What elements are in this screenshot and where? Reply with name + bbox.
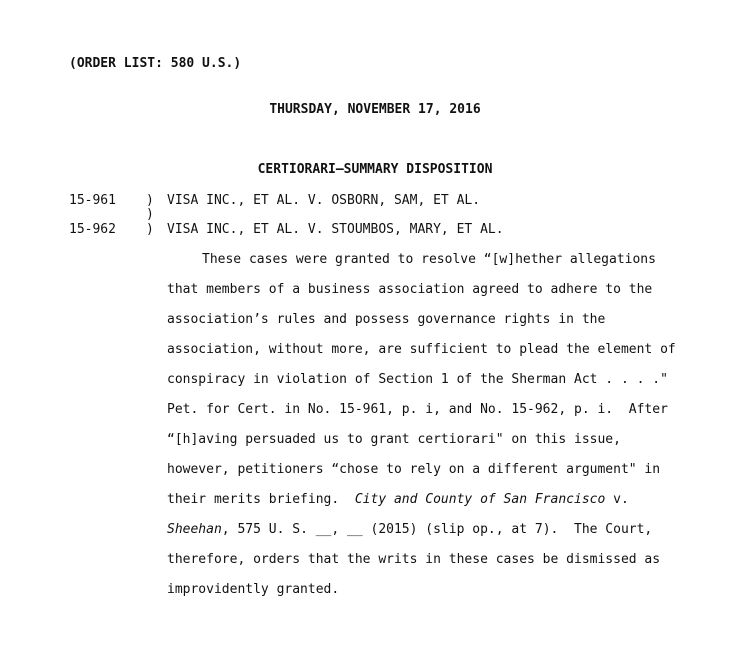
opinion-line: therefore, orders that the writs in these cases be dismissed as: [167, 552, 661, 567]
docket-number-1: 15-961: [69, 193, 116, 208]
order-list-title: (ORDER LIST: 580 U.S.): [69, 56, 242, 71]
opinion-line: that members of a business association agreed to adhere to the: [167, 282, 653, 297]
docket-number-2: 15-962: [69, 222, 116, 237]
case-citation-italic: Sheehan: [167, 522, 222, 537]
caption-paren: ): [146, 207, 154, 222]
opinion-line: [167, 492, 629, 508]
opinion-line: conspiracy in violation of Section 1 of the Sherman Act . . . .": [167, 372, 668, 387]
opinion-text: v.: [605, 492, 629, 507]
caption-paren: ): [146, 222, 154, 237]
caption-paren: ): [146, 193, 154, 208]
opinion-line: These cases were granted to resolve “[w]hether allegations: [202, 252, 656, 267]
case-caption-1: VISA INC., ET AL. V. OSBORN, SAM, ET AL.: [167, 193, 481, 208]
opinion-text: , 575 U. S. __, __ (2015) (slip op., at 7). The Court,: [221, 522, 653, 537]
opinion-line: however, petitioners “chose to rely on a different argument" in: [167, 462, 661, 477]
case-citation-italic: City and County of San Francisco: [354, 492, 606, 507]
order-date: THURSDAY, NOVEMBER 17, 2016: [269, 102, 481, 117]
opinion-line: [167, 522, 652, 538]
section-heading: CERTIORARI–SUMMARY DISPOSITION: [257, 162, 493, 177]
case-caption-2: VISA INC., ET AL. V. STOUMBOS, MARY, ET AL.: [167, 222, 504, 237]
opinion-line: Pet. for Cert. in No. 15-961, p. i, and No. 15-962, p. i. After: [167, 402, 668, 417]
opinion-line: improvidently granted.: [167, 582, 340, 597]
opinion-line: association’s rules and possess governance rights in the: [167, 312, 606, 327]
opinion-line: association, without more, are sufficient to plead the element of: [167, 342, 676, 357]
opinion-line: “[h]aving persuaded us to grant certiorari" on this issue,: [167, 432, 621, 447]
opinion-text: their merits briefing.: [167, 492, 355, 507]
